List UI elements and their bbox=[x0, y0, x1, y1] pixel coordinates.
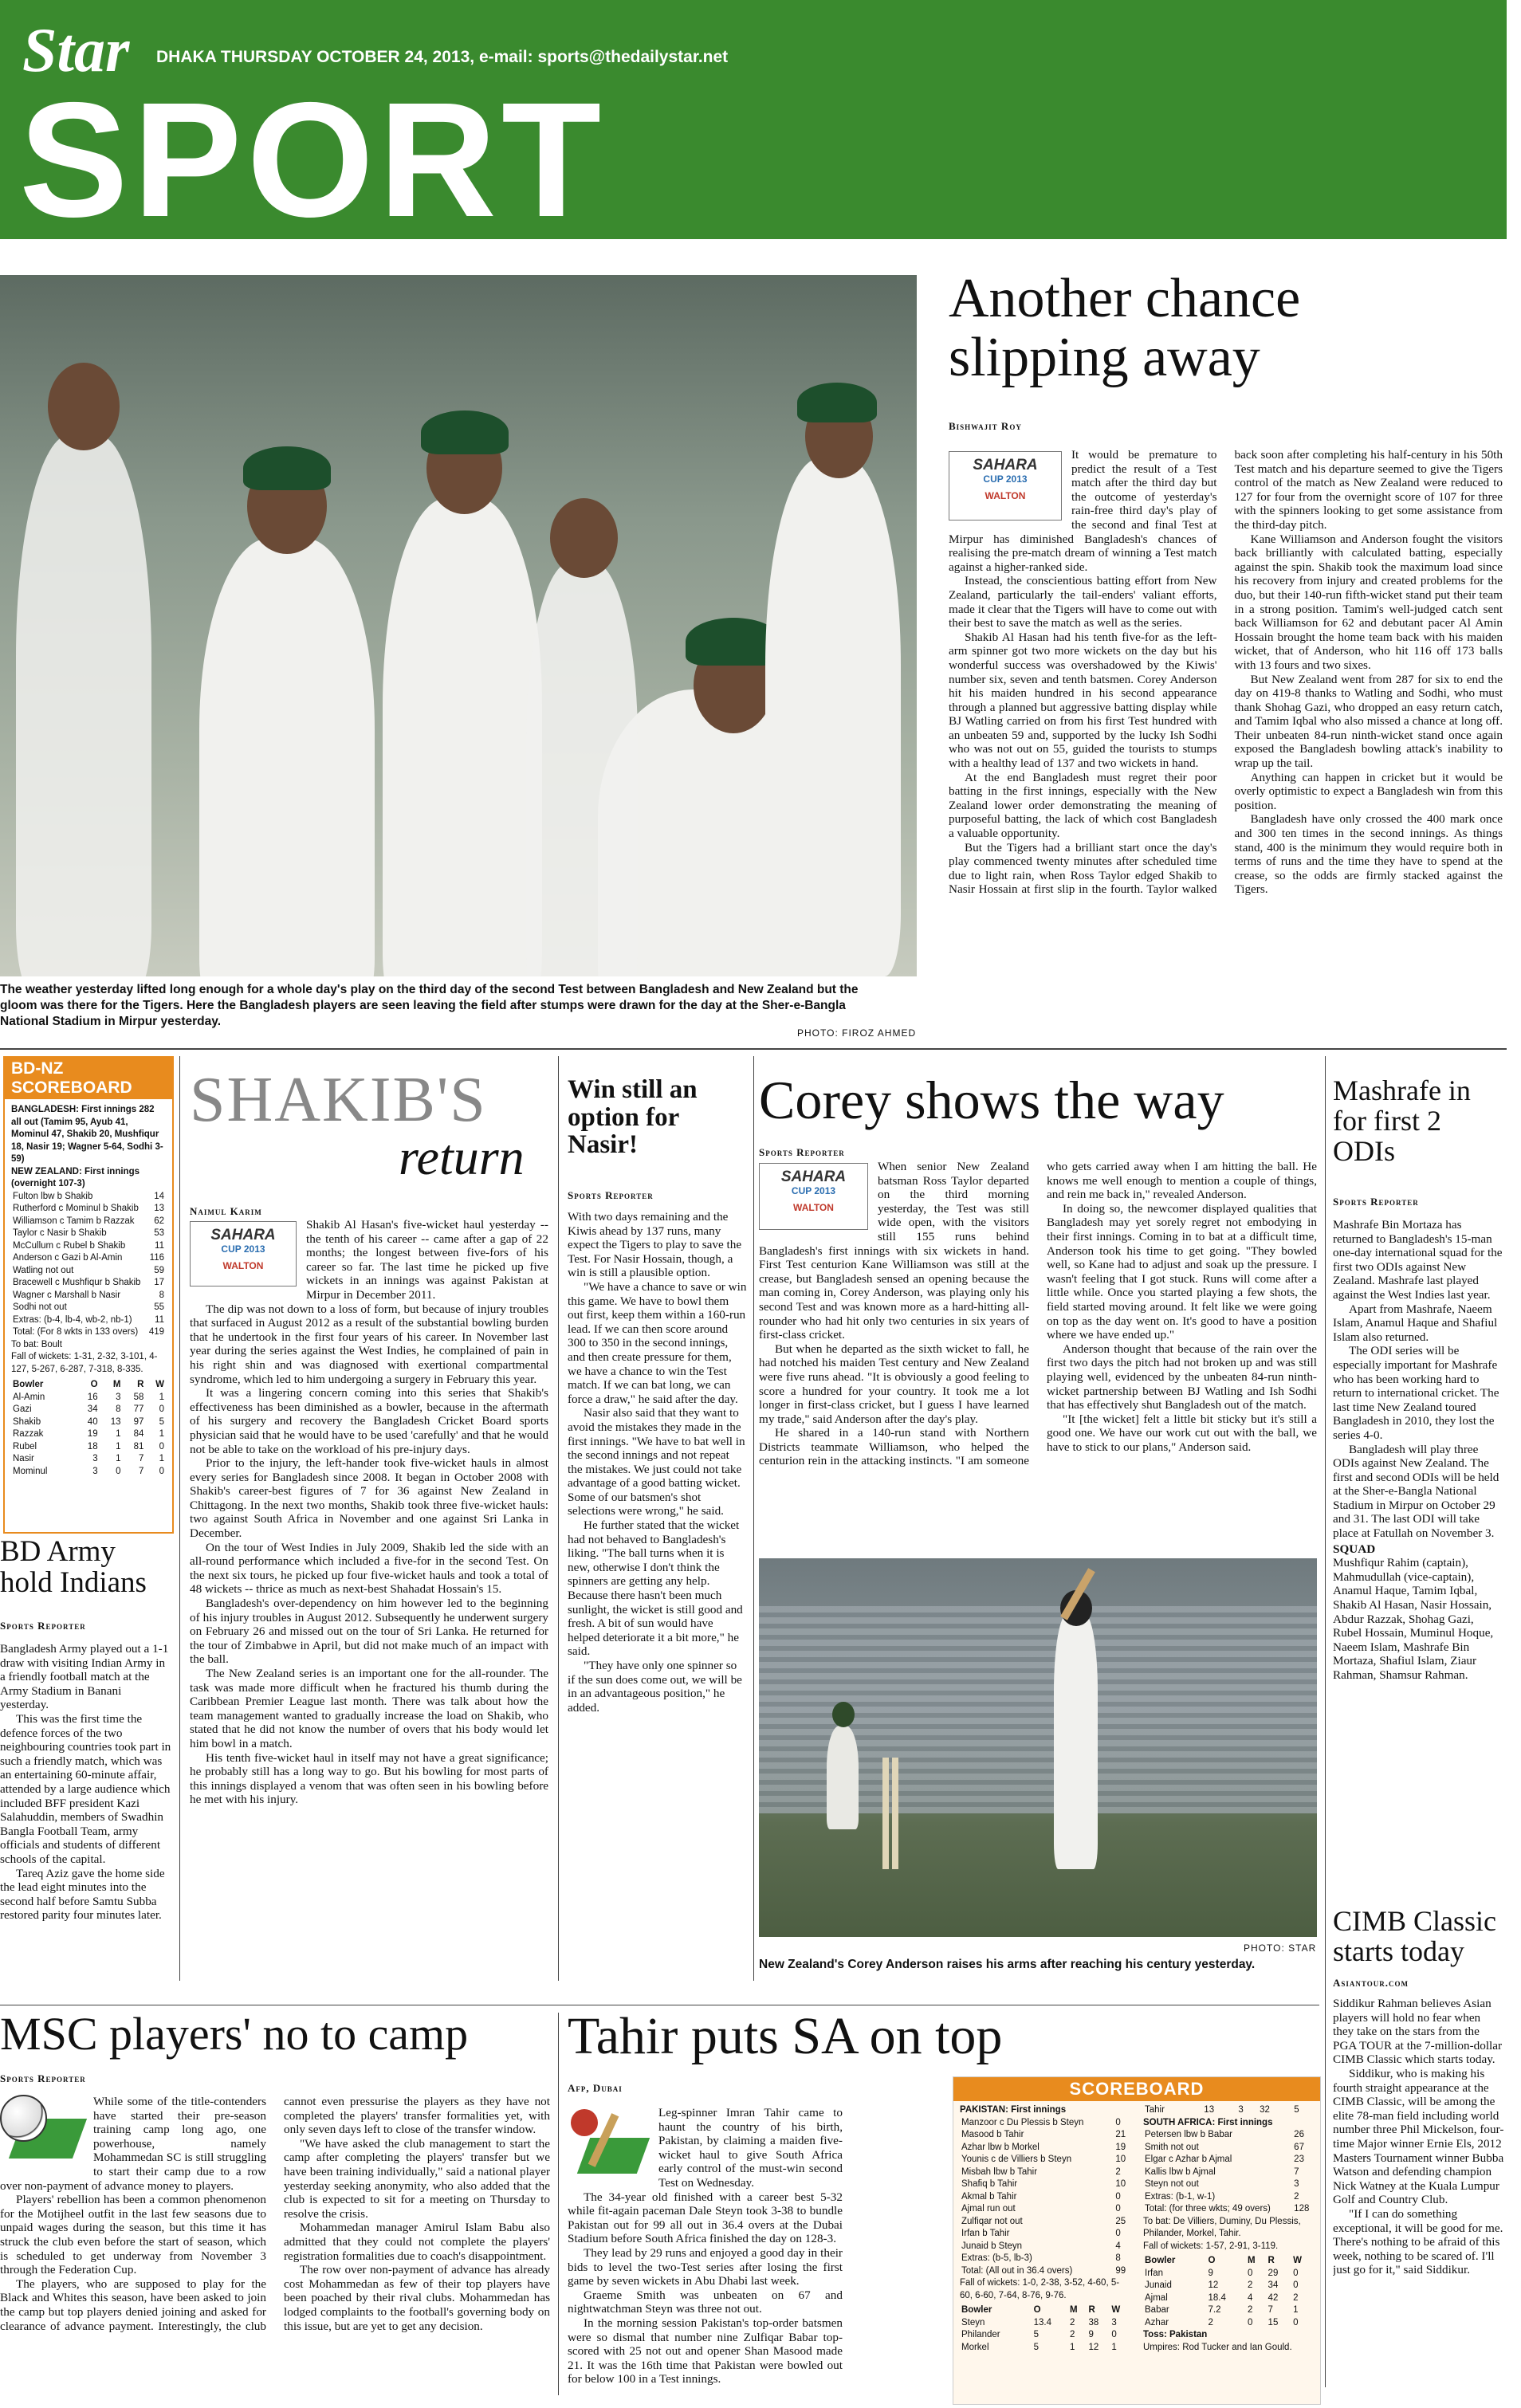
msc-para: Mohammedan manager Amirul Islam Babu also admitted that they could not complete the players' registration formalities due to coach's disappointment. bbox=[284, 2221, 550, 2263]
table-row: Tahir 13 3 32 5 bbox=[1145, 2105, 1299, 2115]
nasir-para: "We have a chance to save or win this game. We have to bowl them out first, keep them within a 160-run lead. If we can then score around 300 to 350 in the second innings, and then create pressure for them, we have a chance to win the Test match. If we can bat long, we can force a draw," he said after the day. bbox=[568, 1279, 747, 1406]
table-row: Gazi 34 8 77 0 bbox=[13, 1404, 164, 1414]
table-row: Steyn 13.4 2 38 3 bbox=[961, 2317, 1117, 2327]
sahara-cup-logo: SAHARA CUP 2013 WALTON bbox=[190, 1221, 297, 1286]
table-row: Sodhi not out 55 bbox=[13, 1302, 164, 1312]
corey-para: "It [the wicket] felt a little bit sticky but it's still a good one. We have our work cut out with the ball, we have to stick to our plans," Anderson said. bbox=[1047, 1412, 1317, 1454]
bdarmy-para: Tareq Aziz gave the home side the lead eight minutes into the second half before Samtu Subba restored parity four minutes later. bbox=[0, 1866, 165, 1923]
lead-para: Kane Williamson and Anderson fought the visitors back brilliantly with calculated batting, especially against the spin. Shakib took the maximum load since his recovery from injury and created problems for the duo, but their 140-run fifth-wicket stand put their team in a strong position. Tamim's well-judged catch sent back Williamson for 62 and debutant pacer Al Amin Hossain brought the home team back with his maiden wicket, that of Anderson, who hit 116 off 173 balls with 13 fours and two sixes. bbox=[1234, 532, 1503, 672]
corey-para: In doing so, the newcomer displayed qualities that Bangladesh may yet sorely regret not embodying in their first innings. Coming in to bat at a difficult time, Anderson took his time to get going. "They bowled well, so Kane had to adjust and soak up the pressure. I wasn't feeling that I got stuck. Runs will come after a little while. Once you started playing a few shots, the field started moving around. It felt like we were going on top as the day went on. It's good to have a position where we have ended up." bbox=[1047, 1201, 1317, 1342]
corey-photo bbox=[759, 1558, 1317, 1937]
lead-para: Anything can happen in cricket but it would be overly optimistic to expect a Bangladesh win from this position. bbox=[1234, 770, 1503, 812]
pak-innings-head: PAKISTAN: First innings bbox=[960, 2105, 1067, 2115]
table-row: Philander 5 2 9 0 bbox=[961, 2330, 1117, 2339]
bdarmy-para: Bangladesh Army played out a 1-1 draw with visiting Indian Army in a friendly football match at the Army Stadium in Banani yesterday. bbox=[0, 1642, 169, 1712]
to-bat: To bat: Boult bbox=[11, 1339, 62, 1349]
lead-para: Bangladesh have only crossed the 400 mark once and 300 ten times in the second innings. As things stand, 400 is the minimum they would require both in terms of runs and the time they have to spend at the crease, so the odds are firmly stacked against the Tigers. bbox=[1234, 812, 1503, 897]
mashrafe-para: Mashrafe Bin Mortaza has returned to Bangladesh's 15-man one-day international squad for the first two ODIs against New Zealand. Mashrafe last played against the West Indies last year. bbox=[1333, 1218, 1503, 1302]
mashrafe-article bbox=[1333, 1218, 1504, 1951]
nasir-headline: Win still an option for Nasir! bbox=[568, 1075, 698, 1160]
table-row: Al-Amin 16 3 58 1 bbox=[13, 1392, 164, 1402]
lead-para: At the end Bangladesh must regret their poor batting in the first innings, especially with the New Zealand lower order demonstrating the meaning of purposeful batting, the lack of which cost Bangladesh a valuable opportunity. bbox=[949, 770, 1217, 841]
lead-para: But the Tigers had a brilliant start once the day's play commenced twenty minutes after scheduled time due to light rain, when Ross Taylor edged Shakib to Nasir Hossain at first slip in the fourth. Taylor walked back soon after completing his half-century in his 50th Test match and his departure seemed to give the Tigers control of the match as New Zealand were reduced to 127 for four from the overnight score of 107 for three with the spinners looking to get some assistance from the third-day pitch. bbox=[949, 448, 1503, 897]
nz-innings: NEW ZEALAND: First innings (overnight 107-3) bbox=[11, 1166, 140, 1188]
cimb-para: "If I can do something exceptional, it will be good for me. There's nothing to be afraid of this week, nothing to be scared of. I'll just go for it," said Siddikur. bbox=[1333, 2206, 1503, 2277]
corey-para: When senior New Zealand batsman Ross Taylor departed on the third morning yesterday, the Test was still wide open, with the visitors still 155 runs behind Bangladesh's first innings with six wickets in hand. First Test centurion Kane Williamson was still at the crease, but Bangladesh sensed an opening because the man coming in, Corey Anderson, was playing only his second Test and was known more as a hard-hitting all-rounder who had hit only two centuries in six years of first-class cricket. bbox=[759, 1160, 1029, 1342]
sahara-cup-logo: SAHARA CUP 2013 WALTON bbox=[759, 1163, 868, 1230]
lead-para: It would be premature to predict the result of a Test match after the third day but the outcome of yesterday's rain-free third day's play of the second and final Test at Mirpur has diminished Bangladesh's chances of realising the pre-match dream of winning a Test match against a higher-ranked side. bbox=[949, 448, 1217, 574]
cimb-para: Siddikur Rahman believes Asian players will hold no fear when they take on the stars from the PGA TOUR at the 7-million-dollar CIMB Classic which starts today. bbox=[1333, 1997, 1503, 2067]
divider bbox=[0, 1048, 1507, 1050]
shakib-article bbox=[190, 1218, 548, 1983]
sahara-cup-logo: SAHARA CUP 2013 WALTON bbox=[949, 451, 1062, 520]
table-row: Shakib 40 13 97 5 bbox=[13, 1416, 164, 1427]
corey-para: But when he departed as the sixth wicket to fall, he had notched his maiden Test century and New Zealand were five runs ahead. "It is obviously a good feeling to score a hundred for your country. It took me a lot longer in first-class cricket, but I guess I have learned my trade," said Anderson after the day's play. bbox=[759, 1341, 1029, 1426]
pak-batting-table bbox=[960, 2117, 1130, 2278]
cimb-byline: Asiantour.com bbox=[1333, 1977, 1409, 1989]
shakib-para: The New Zealand series is an important one for the all-rounder. The task was made more difficult when he fractured his thumb during the Caribbean Premier League last month. There was talk about how the team management wanted to gradually increase the load on Shakib, who stated that he did not know the number of overs that his body would let him bowl in a match. bbox=[190, 1667, 548, 1750]
sa-pak-scoreboard bbox=[953, 2076, 1321, 2405]
shakib-para: Shakib Al Hasan's five-wicket haul yesterday -- the tenth of his career -- came after a gap of 22 months; the longest between five-fors of his career so far. The last time he picked up five wickets in an innings was against Pakistan at Mirpur in December 2011. bbox=[306, 1218, 548, 1302]
mashrafe-byline: Sports Reporter bbox=[1333, 1196, 1419, 1208]
shakib-headline-return: return bbox=[399, 1129, 525, 1185]
lead-para: But New Zealand went from 287 for six to end the day on 419-8 thanks to Watling and Sodhi, who must thank Shohag Gazi, who dropped an easy return catch, and Tamim Iqbal who also missed a chance at long off. Their unbeaten 84-run ninth-wicket stand once again exposed the Bangladesh bowling attack's inability to wrap up the tail. bbox=[1234, 672, 1503, 771]
table-row: Mominul 3 0 7 0 bbox=[13, 1466, 164, 1476]
tahir-para: The 34-year old finished with a career best 5-32 while fit-again paceman Dale Steyn took 3-38 to bundle Pakistan out for 99 all out in 36.4 overs at the Dubai Stadium before South Africa finished the day on 128-3. bbox=[568, 2190, 843, 2246]
squad-title: SQUAD bbox=[1333, 1542, 1376, 1556]
nasir-article bbox=[568, 1210, 747, 1983]
table-row: Morkel 5 1 12 1 bbox=[961, 2342, 1117, 2352]
table-row: Nasir 3 1 7 1 bbox=[13, 1454, 164, 1463]
pak-fall-of-wickets: Fall of wickets: 1-0, 2-38, 3-52, 4-60, 5-60, 6-60, 7-64, 8-76, 9-76. bbox=[960, 2278, 1120, 2300]
table-row: Elgar c Azhar b Ajmal 23 bbox=[1145, 2155, 1304, 2164]
divider bbox=[558, 1056, 559, 1981]
table-row: Akmal b Tahir 0 bbox=[961, 2191, 1121, 2202]
scoreboard-title: BD-NZ SCOREBOARD bbox=[5, 1058, 172, 1099]
msc-para: "We have asked the club management to start the camp after completing the players' transfer but we have been training individually," said a national player yesterday seeking anonymity, who also added that the club is expected to sit for a meeting on Thursday to resolve the crisis. bbox=[284, 2136, 550, 2221]
divider bbox=[179, 1056, 180, 1981]
tahir-byline: Afp, Dubai bbox=[568, 2082, 623, 2094]
tahir-para: In the morning session Pakistan's top-order batsmen were so dismal that number nine Zulfiqar Babar top-scored with 25 not out and opener Shan Masood made 21. It was the 16th time that Pakistan were bowled out for below 100 in a Test innings. bbox=[568, 2316, 843, 2386]
tahir-headline: Tahir puts SA on top bbox=[568, 2007, 1003, 2065]
section-title: SPORT bbox=[19, 69, 607, 251]
table-row: Extras: (b-1, w-1) 2 bbox=[1145, 2191, 1299, 2202]
bdarmy-headline: BD Army hold Indians bbox=[0, 1535, 147, 1599]
table-header: Bowler O M R W bbox=[961, 2305, 1121, 2315]
tahir-para: Leg-spinner Imran Tahir came to haunt the country of his birth, Pakistan, by claiming a maiden five-wicket haul to give South Africa early control of the must-win second Test on Wednesday. bbox=[658, 2106, 843, 2190]
table-row: Total: (All out in 36.4 overs) 99 bbox=[961, 2265, 1126, 2276]
table-row: Azhar lbw b Morkel 19 bbox=[961, 2142, 1126, 2152]
msc-para: The players, who are supposed to play for the Black and Whites this season, have been asked to join the camp but top players denied joining and asked for clearance of advance payment. Interestingly, the club cannot even pressurise the players as they have not completed the players' transfer formalities yet, with only seven days left to close of the transfer window. bbox=[0, 2095, 550, 2333]
corey-article bbox=[759, 1160, 1317, 1542]
table-header: Bowler O M R W bbox=[13, 1380, 164, 1389]
table-row: Manzoor c Du Plessis b Steyn 0 bbox=[961, 2117, 1121, 2127]
football-icon bbox=[0, 2095, 84, 2162]
cimb-headline: CIMB Classic starts today bbox=[1333, 1905, 1497, 1967]
table-row: Misbah lbw b Tahir 2 bbox=[961, 2166, 1121, 2177]
table-row: Junaid 12 2 34 0 bbox=[1145, 2280, 1299, 2290]
shakib-headline: SHAKIB'S bbox=[190, 1065, 487, 1135]
mashrafe-para: The ODI series will be especially important for Mashrafe who has been working hard to return to international cricket. The last time New Zealand toured Bangladesh in 2010, they lost the series 4-0. bbox=[1333, 1344, 1499, 1442]
table-row: Zulfiqar not out 25 bbox=[961, 2216, 1126, 2226]
shakib-para: Prior to the injury, the left-hander took five-wicket hauls in almost every series for Bangladesh since 2008. It began in October 2008 with Shakib's career-best figures of 7 for 36 against New Zealand in Chittagong. In the next two months, Shakib took three five-wicket hauls: two against South Africa in November and one against Sri Lanka in December. bbox=[190, 1456, 548, 1541]
lead-para: Instead, the conscientious batting effort from New Zealand, particularly the tail-enders' valiant efforts, made it clear that the Tigers will have to come out with their best to save the match as well as the series. bbox=[949, 574, 1217, 630]
table-row: Younis c de Villiers b Steyn 10 bbox=[961, 2155, 1126, 2164]
sa-bowling-tahir bbox=[1143, 2104, 1314, 2117]
shakib-para: On the tour of West Indies in July 2009, Shakib led the side with an all-round performance which included a five-for in the second Test. On the next six tours, he picked up four five-wicket hauls and took a total of 48 wickets -- thrice as much as next-best Shahadat Hossain's 15. bbox=[190, 1540, 548, 1597]
table-row: Watling not out 59 bbox=[13, 1265, 164, 1275]
divider bbox=[558, 2013, 559, 2395]
corey-photo-caption: New Zealand's Corey Anderson raises his arms after reaching his century yesterday. bbox=[759, 1958, 1256, 1971]
table-row: Junaid b Steyn 4 bbox=[961, 2241, 1121, 2251]
mashrafe-para: Apart from Mashrafe, Naeem Islam, Anamul Haque and Shafiul Islam also returned. bbox=[1333, 1302, 1498, 1344]
table-row: Petersen lbw b Babar 26 bbox=[1145, 2130, 1304, 2139]
table-row: Smith not out 67 bbox=[1145, 2142, 1304, 2152]
table-row: Shafiq b Tahir 10 bbox=[961, 2179, 1126, 2189]
nasir-para: He further stated that the wicket had not behaved to Bangladesh's liking. "The ball turns when it is new, otherwise I don't think the spinners are getting any help. Because there hasn't been much sunlight, the wicket is still good and fresh. A bit of sun would have helped deteriorate it a bit more," he said. bbox=[568, 1518, 743, 1659]
shakib-para: Bangladesh's over-dependency on him however led to the beginning of his injury troubles in August 2012. Subsequently he underwent surgery on February 26 and missed out on the tour of Sri Lanka. He returned for the tour of Zimbabwe in April, but did not make much of an impact with the ball. bbox=[190, 1597, 548, 1667]
table-row: Fulton lbw b Shakib 14 bbox=[13, 1191, 164, 1201]
cimb-para: Siddikur, who is making his fourth straight appearance at the CIMB Classic, will be among the elite 78-man field including world number three Phil Mickelson, four-time Major winner Ernie Els, 2012 Masters Tournament winner Bubba Watson and defending champion Nick Watney at the Kuala Lumpur Golf and Country Club. bbox=[1333, 2066, 1504, 2207]
table-row: Irfan 9 0 29 0 bbox=[1145, 2268, 1299, 2278]
corey-para: He shared in a 140-run stand with Northern Districts teammate Williamson, who helped the centurion rein in the attacking instincts. "I am someone who gets carried away when I am hitting the ball. He knows me well enough to mention a couple of things, and rein me back in," revealed Anderson. bbox=[759, 1160, 1317, 1468]
table-row: Razzak 19 1 84 1 bbox=[13, 1429, 164, 1439]
bd-nz-scoreboard bbox=[3, 1056, 174, 1534]
table-row: Irfan b Tahir 0 bbox=[961, 2229, 1121, 2238]
fall-of-wickets: Fall of wickets: 1-31, 2-32, 3-101, 4-127, 5-267, 6-287, 7-318, 8-335. bbox=[11, 1352, 158, 1374]
table-header: Bowler O M R W bbox=[1145, 2256, 1302, 2265]
table-row: McCullum c Rubel b Shakib 11 bbox=[13, 1240, 164, 1251]
msc-para: While some of the title-contenders have started their pre-season training camp long ago, one powerhouse, namely Mohammedan SC is still struggling to start their camp due to a row over non-payment of advance money to players. bbox=[0, 2095, 266, 2193]
table-row: Extras: (b-5, lb-3) 8 bbox=[961, 2253, 1121, 2263]
corey-photo-credit: PHOTO: STAR bbox=[1244, 1943, 1317, 1954]
lead-article bbox=[949, 448, 1503, 1042]
table-row: Wagner c Marshall b Nasir 8 bbox=[13, 1290, 164, 1300]
sa-fall-of-wickets: Fall of wickets: 1-57, 2-91, 3-119. bbox=[1143, 2241, 1279, 2251]
squad-list: Mushfiqur Rahim (captain), Mahmudullah (vice-captain), Anamul Haque, Tamim Iqbal, Shakib Al Hasan, Nasir Hossain, Abdur Razzak, Shohag Gazi, Rubel Hossain, Muminul Hoque, Naeem Islam, Mashrafe Bin Mortaza, Shafiul Islam, Ziaur Rahman, Shamsur Rahman. bbox=[1333, 1556, 1494, 1682]
nasir-para: With two days remaining and the Kiwis ahead by 137 runs, many expect the Tigers to play to save the Test. For Nasir Hossain, though, a win is still a plausible option. bbox=[568, 1210, 742, 1280]
bd-innings: BANGLADESH: First innings 282 all out (Tamim 95, Ayub 41, Mominul 47, Shakib 20, Mushfiqur 18, Nasir 19; Wagner 5-64, Sodhi 3-59) bbox=[11, 1105, 163, 1164]
toss: Toss: Pakistan bbox=[1143, 2330, 1208, 2339]
shakib-para: His tenth five-wicket haul in itself may not have a great significance; he probably still has a long way to go. But his bowling for most parts of this innings displayed a venom that was often seen in his bowling before he met with his injury. bbox=[190, 1750, 548, 1807]
divider bbox=[1325, 1056, 1326, 2387]
msc-article bbox=[0, 2095, 550, 2402]
msc-para: Players' rebellion has been a common phenomenon for the Motijheel outfit in the last few seasons due to unpaid wages during the season, but this time it has struck the club even before the start of season, which is scheduled to get underway from November 3 through the Federation Cup. bbox=[0, 2193, 266, 2277]
table-row: Total: (For 8 wkts in 133 overs) 419 bbox=[13, 1327, 164, 1337]
nz-batting-table bbox=[11, 1191, 166, 1339]
table-row: Extras: (b-4, lb-4, wb-2, nb-1) 11 bbox=[13, 1314, 164, 1325]
table-row: Ajmal 18.4 4 42 2 bbox=[1145, 2292, 1299, 2303]
nasir-para: "They have only one spinner so if the sun does come out, we will be in an advantageous position," he added. bbox=[568, 1659, 742, 1715]
sa-bowling-table bbox=[960, 2304, 1130, 2354]
corey-byline: Sports Reporter bbox=[759, 1146, 845, 1158]
bdarmy-article bbox=[0, 1642, 171, 1985]
table-row: Bracewell c Mushfiqur b Shakib 17 bbox=[13, 1278, 164, 1287]
table-row: Rubel 18 1 81 0 bbox=[13, 1441, 164, 1451]
shakib-para: The dip was not down to a loss of form, but because of injury troubles that surfaced in August 2012 as a result of the substantial bowling burden that he undertook in the first four years of his career. In November last year during the series against the West Indies, he complained of pain in his right shin and was diagnosed with exertional compartmental syndrome, which led to him undergoing a surgery in February this year. bbox=[190, 1302, 548, 1386]
cimb-article bbox=[1333, 1997, 1504, 2399]
table-row: Kallis lbw b Ajmal 7 bbox=[1145, 2166, 1299, 2177]
lead-photo-credit: PHOTO: FIROZ AHMED bbox=[797, 1027, 917, 1039]
msc-para: The row over non-payment of advance has already cost Mohammedan as few of their top players have been poached by their rival clubs. Mohammedan has lodged complaints to the football's governing body on this issue, but are yet to get any decision. bbox=[284, 2263, 550, 2333]
table-row: Anderson c Gazi b Al-Amin 116 bbox=[13, 1253, 164, 1263]
shakib-byline: Naimul Karim bbox=[190, 1205, 262, 1217]
pak-bowling-table bbox=[1143, 2255, 1314, 2329]
sa-innings-head: SOUTH AFRICA: First innings bbox=[1143, 2117, 1273, 2127]
mashrafe-headline: Mashrafe in for first 2 ODIs bbox=[1333, 1074, 1471, 1167]
table-row: Steyn not out 3 bbox=[1145, 2179, 1299, 2189]
msc-byline: Sports Reporter bbox=[0, 2072, 86, 2084]
lead-byline: Bishwajit Roy bbox=[949, 420, 1022, 432]
lead-para: Shakib Al Hasan had his tenth five-for as the left-arm spinner got two more wickets on the day but his wonderful success was overshadowed by the Kiwis' number six, seven and tenth batsmen. Corey Anderson hit his maiden hundred in his second appearance through a planned but aggressive batting display while BJ Watling carried on from his first Test hundred with an unbeaten 59 and, supported by the lucky Ish Sodhi who was not out on 55, guided the tourists to stumps with a healthy lead of 137 and two wickets in hand. bbox=[949, 630, 1217, 771]
nasir-para: Nasir also said that they want to avoid the mistakes they made in the first innings. "We have to bat well in the second innings and not repeat the mistakes. We just could not take advantage of a good batting wicket. Some of our batsmen's shot selections were wrong," he said. bbox=[568, 1406, 745, 1518]
sa-to-bat: To bat: De Villiers, Duminy, Du Plessis, Philander, Morkel, Tahir. bbox=[1143, 2216, 1301, 2238]
corey-para: Anderson thought that because of the rain over the first two days the pitch had not broken up and was still playing well, evidenced by the unbeaten 84-run ninth-wicket partnership between BJ Watling and Ish Sodhi that has effectively shut Bangladesh out of the match. bbox=[1047, 1341, 1317, 1412]
sa-batting-table bbox=[1143, 2129, 1314, 2216]
bd-bowling-table bbox=[11, 1379, 166, 1478]
dateline: DHAKA THURSDAY OCTOBER 24, 2013, e-mail: sports@thedailystar.net bbox=[156, 48, 729, 66]
lead-headline: Another chance slipping away bbox=[949, 268, 1301, 388]
table-row: Ajmal run out 0 bbox=[961, 2204, 1121, 2214]
bdarmy-byline: Sports Reporter bbox=[0, 1620, 86, 1632]
table-row: Total: (for three wkts; 49 overs) 128 bbox=[1145, 2204, 1310, 2214]
table-row: Rutherford c Mominul b Shakib 13 bbox=[13, 1204, 164, 1213]
lead-photo-caption: The weather yesterday lifted long enough for a whole day's play on the third day of the second Test between Bangladesh and New Zealand but the gloom was there for the Tigers. Here the Bangladesh players are seen leaving the field after stumps were drawn for the day at the Sher-e-Bangla National Stadium in Mirpur yesterday. bbox=[0, 983, 859, 1028]
table-row: Taylor c Nasir b Shakib 53 bbox=[13, 1228, 164, 1238]
nasir-byline: Sports Reporter bbox=[568, 1189, 654, 1201]
msc-headline: MSC players' no to camp bbox=[0, 2008, 469, 2060]
tahir-scoreboard-title: SCOREBOARD bbox=[953, 2077, 1320, 2101]
corey-headline: Corey shows the way bbox=[759, 1070, 1224, 1130]
tahir-para: Graeme Smith was unbeaten on 67 and nightwatchman Steyn was three not out. bbox=[568, 2288, 843, 2316]
table-row: Babar 7.2 2 7 1 bbox=[1145, 2305, 1299, 2315]
shakib-para: It was a lingering concern coming into this series that Shakib's effectiveness has been diminished as a bowler, because in the aftermath of his surgery and recovery the Bangladesh Cricket Board sports physician said that he would have to be used 'carefully' and that he would not be able to take on the workload of his pre-injury days. bbox=[190, 1386, 548, 1456]
mashrafe-para: Bangladesh will play three ODIs against New Zealand. The first and second ODIs will be held at the Sher-e-Bangla National Stadium in Mirpur on October 29 and 31. The last ODI will take place at Fatullah on November 3. bbox=[1333, 1442, 1499, 1541]
divider bbox=[753, 1056, 754, 1981]
masthead-logo: Star bbox=[22, 15, 130, 84]
table-row: Williamson c Tamim b Razzak 62 bbox=[13, 1216, 164, 1226]
bdarmy-para: This was the first time the defence forces of the two neighbouring countries took part in such a friendly match, which was an entertaining 60-minute affair, attended by a large audience which included BFF president Kazi Salahuddin, members of Swadhin Bangla Football Team, army officials and students of different schools of the capital. bbox=[0, 1711, 171, 1866]
table-row: Azhar 2 0 15 0 bbox=[1145, 2317, 1299, 2327]
cricket-icon bbox=[568, 2106, 647, 2178]
table-row: Masood b Tahir 21 bbox=[961, 2130, 1126, 2139]
umpires: Umpires: Rod Tucker and Ian Gould. bbox=[1143, 2342, 1292, 2352]
lead-photo bbox=[0, 275, 917, 976]
tahir-para: They lead by 29 runs and enjoyed a good day in their bids to level the two-Test series after losing the first game by seven wickets in Abu Dhabi last week. bbox=[568, 2245, 843, 2288]
